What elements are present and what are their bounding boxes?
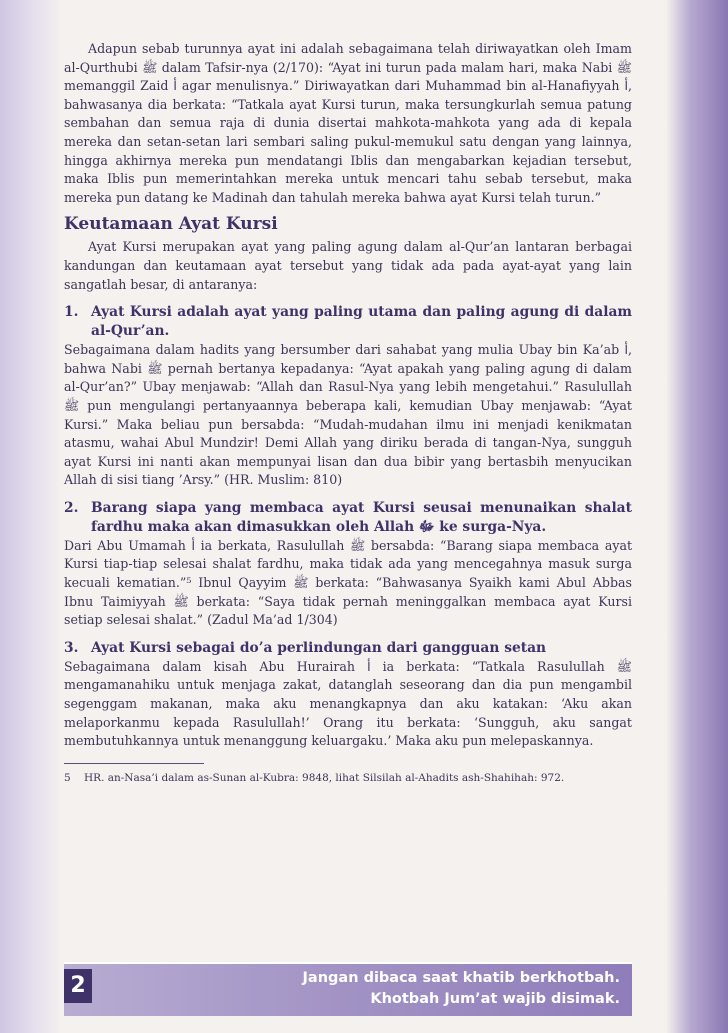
item-number: 2. (64, 499, 79, 516)
item-title (64, 303, 632, 341)
item-number: 1. (64, 304, 79, 321)
item-title-text: Ayat Kursi adalah ayat yang paling utama dan paling agung di dalam al-Qur’an. (91, 304, 632, 340)
footnote-divider (64, 763, 204, 764)
section-title: Keutamaan Ayat Kursi (64, 214, 278, 235)
item-number: 3. (64, 639, 79, 656)
page-footer (64, 962, 632, 1016)
page-content (64, 40, 632, 786)
right-margin-strip (666, 0, 728, 1033)
list-item (64, 639, 632, 751)
footer-line-2: Khotbah Jum’at wajib disimak. (370, 991, 620, 1007)
item-body: Sebagaimana dalam hadits yang bersumber dari sahabat yang mulia Ubay bin Ka’ab أ, bahwa Nabi ﷺ pernah bertanya kepadanya: “Ayat apakah yang paling agung di dalam al-Qur’an?” Ubay menjawab: “Allah dan Rasul-Nya yang lebih mengetahui.” Rasulullah ﷺ pun mengulangi pertanyaannya beberapa kali, kemudian Ubay menjawab: “Ayat Kursi.” Maka beliau pun bersabda: “Mudah-mudahan ilmu ini menjadi kenikmatan atasmu, wahai Abul Mundzir! Demi Allah yang diriku berada di tangan-Nya, sungguh ayat Kursi ini nanti akan mempunyai lisan dan dua bibir yang bertasbih menyucikan Allah di sisi tiang ’Arsy.” (HR. Muslim: 810) (64, 342, 632, 488)
intro-paragraph: Adapun sebab turunnya ayat ini adalah sebagaimana telah diriwayatkan oleh Imam al-Qurthubi ﷺ dalam Tafsir-nya (2/170): “Ayat ini turun pada malam hari, maka Nabi ﷺ memanggil Zaid أ agar menulisnya.” Diriwayatkan dari Muhammad bin al-Hanafiyyah أ, bahwasanya dia berkata: “Tatkala ayat Kursi turun, maka tersungkurlah semua patung sembahan dan semua raja di dunia disertai mahkota-mahkota yang ada di kepala mereka dan setan-setan lari sembari saling pukul-memukul satu dengan yang lainnya, hingga akhirnya mereka pun mendatangi Iblis dan mengabarkan kejadian tersebut, maka Iblis pun memerintahkan mereka untuk mencari tahu sebab tersebut, maka mereka pun datang ke Madinah dan tahulah mereka bahwa ayat Kursi telah turun.” (64, 41, 633, 205)
page-number: 2 (64, 969, 92, 1003)
footer-line-1: Jangan dibaca saat khatib berkhotbah. (302, 970, 620, 986)
list-item (64, 499, 632, 630)
item-title (64, 639, 632, 658)
item-body: Sebagaimana dalam kisah Abu Hurairah أ ia berkata: “Tatkala Rasulullah ﷺ mengamanahiku untuk menjaga zakat, datanglah seseorang dan dia pun mengambil segenggam makanan, maka aku menangkapnya dan aku katakan: ‘Aku akan melaporkanmu kepada Rasulullah!’ Orang itu berkata: ‘Sungguh, aku sangat membutuhkannya untuk menanggung keluargaku.’ Maka aku pun melepaskannya. (64, 658, 632, 749)
footer-notice (303, 968, 620, 1010)
footnote-text: HR. an-Nasa’i dalam as-Sunan al-Kubra: 9848, lihat Silsilah al-Ahadits ash-Shahihah: 972. (84, 771, 565, 784)
left-margin-strip (0, 0, 62, 1033)
item-title-text: Barang siapa yang membaca ayat Kursi seusai menunaikan shalat fardhu maka akan dimasukkan oleh Allah ﷻ ke surga-Nya. (91, 499, 632, 535)
footnote (64, 770, 632, 786)
item-title-text: Ayat Kursi sebagai do’a perlindungan dari gangguan setan (91, 639, 547, 656)
footnote-number: 5 (64, 771, 71, 784)
list-item (64, 303, 632, 490)
section-intro: Ayat Kursi merupakan ayat yang paling agung dalam al-Qur’an lantaran berbagai kandungan dan keutamaan ayat tersebut yang tidak ada pada ayat-ayat yang lain sangatlah besar, di antaranya: (64, 239, 632, 292)
item-body: Dari Abu Umamah أ ia berkata, Rasulullah ﷺ bersabda: “Barang siapa membaca ayat Kursi tiap-tiap selesai shalat fardhu, maka tidak ada yang mencegahnya masuk surga kecuali kematian.”⁵ Ibnul Qayyim ﷺ berkata: “Bahwasanya Syaikh kami Abul Abbas Ibnu Taimiyyah ﷺ berkata: “Saya tidak pernah meninggalkan membaca ayat Kursi setiap selesai shalat.” (Zadul Ma’ad 1/304) (64, 537, 633, 628)
item-title (64, 499, 632, 537)
